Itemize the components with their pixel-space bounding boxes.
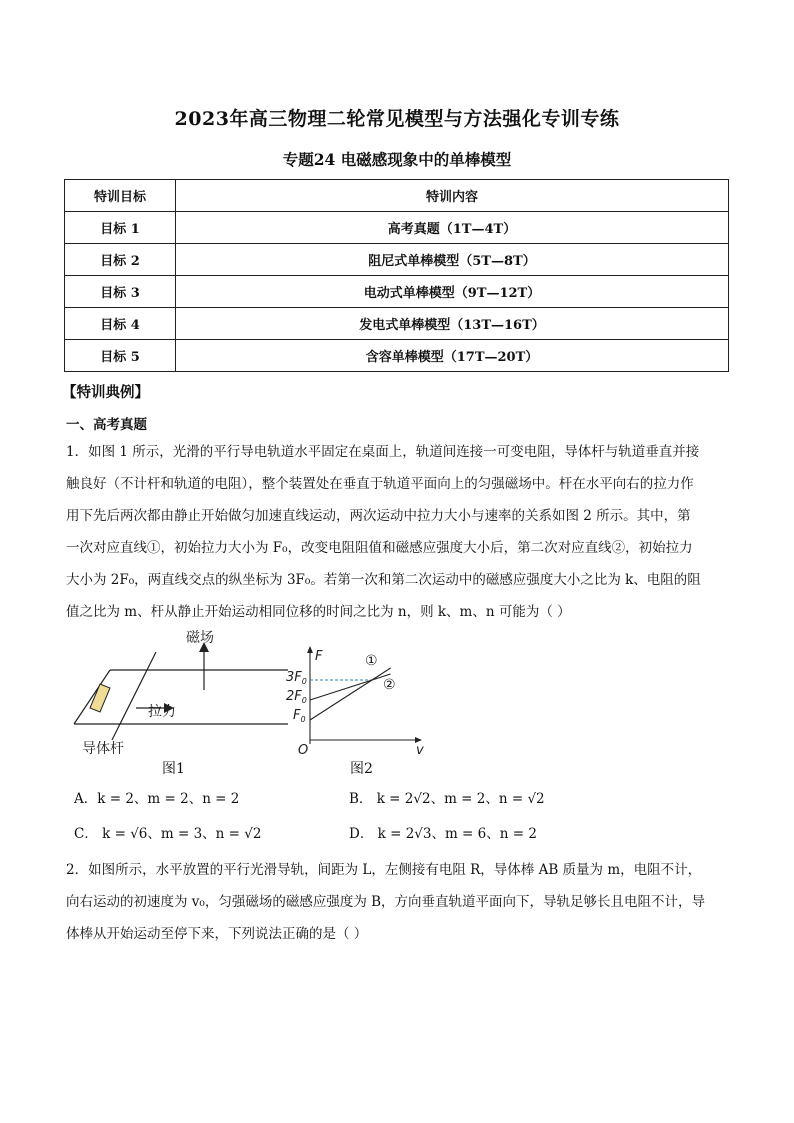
- tick-label-f0: $F_0$: [293, 708, 306, 724]
- option-d[interactable]: D． k = 2√3、m = 6、n = 2: [349, 826, 537, 842]
- series-2-label: ②: [383, 677, 396, 693]
- question-2-line: 2．如图所示，水平放置的平行光滑导轨，间距为 L，左侧接有电阻 R，导体棒 AB 质量为 m，电阻不计，: [66, 862, 702, 878]
- figure-1-caption: 图1: [162, 761, 185, 777]
- rod-label: 导体杆: [82, 741, 124, 757]
- tick-label-3f0: $3F_0$: [286, 670, 307, 686]
- example-heading: 【特训典例】: [62, 384, 149, 401]
- question-1-line: 用下先后两次都由静止开始做匀加速直线运动，两次运动中拉力大小与速率的关系如图 2 所示。其中，第: [66, 508, 691, 524]
- document-title: 2023年高三物理二轮常见模型与方法强化专训专练: [174, 108, 620, 130]
- figure-1-diagram: [66, 628, 296, 778]
- table-row: [65, 276, 729, 308]
- question-1-line: 1．如图 1 所示，光滑的平行导电轨道水平固定在桌面上，轨道间连接一可变电阻，导体杆与轨道垂直并接: [66, 444, 700, 460]
- field-label: 磁场: [186, 630, 214, 646]
- table-cell: 高考真题（1T—4T）: [176, 212, 729, 244]
- question-2-text: [66, 854, 728, 950]
- table-header-cell: 特训内容: [176, 180, 729, 212]
- goals-table: [64, 179, 729, 372]
- conductor-rod: [112, 652, 156, 740]
- series-line-1: [310, 668, 391, 720]
- table-cell: 含容单棒模型（17T—20T）: [176, 340, 729, 372]
- table-cell: 目标 5: [65, 340, 176, 372]
- question-2-line: 体棒从开始运动至停下来，下列说法正确的是（ ）: [66, 926, 368, 942]
- table-cell: 目标 2: [65, 244, 176, 276]
- table-cell: 阻尼式单棒模型（5T—8T）: [176, 244, 729, 276]
- table-row: [65, 308, 729, 340]
- force-label: 拉力: [148, 704, 176, 720]
- table-cell: 电动式单棒模型（9T—12T）: [176, 276, 729, 308]
- table-row: [65, 244, 729, 276]
- figure-2-chart: [282, 644, 432, 756]
- question-2-line: 向右运动的初速度为 v₀，匀强磁场的磁感应强度为 B，方向垂直轨道平面向下，导轨足够长且电阻不计，导: [66, 894, 706, 910]
- tick-label-2f0: $2F_0$: [286, 689, 307, 705]
- series-line-2: [310, 674, 391, 700]
- part1-heading: 一、高考真题: [66, 417, 147, 433]
- table-row: [65, 212, 729, 244]
- variable-resistor-icon: [90, 684, 110, 712]
- table-header-cell: 特训目标: [65, 180, 176, 212]
- y-axis-label: F: [315, 649, 323, 664]
- origin-label: O: [298, 743, 309, 756]
- table-cell: 发电式单棒模型（13T—16T）: [176, 308, 729, 340]
- table-cell: 目标 1: [65, 212, 176, 244]
- x-axis-label: v: [416, 743, 424, 756]
- option-a[interactable]: A．k = 2、m = 2、n = 2: [74, 791, 240, 807]
- figure-2-caption: 图2: [350, 761, 373, 777]
- option-c[interactable]: C． k = √6、m = 3、n = √2: [74, 826, 262, 842]
- table-row: [65, 340, 729, 372]
- question-1-line: 值之比为 m、杆从静止开始运动相同位移的时间之比为 n，则 k、m、n 可能为（ ）: [66, 604, 571, 620]
- question-1-line: 大小为 2F₀，两直线交点的纵坐标为 3F₀。若第一次和第二次运动中的磁感应强度大小之比为 k、电阻的阻: [66, 572, 701, 588]
- table-cell: 目标 4: [65, 308, 176, 340]
- option-b[interactable]: B． k = 2√2、m = 2、n = √2: [349, 791, 545, 807]
- question-1-text: [66, 436, 728, 628]
- question-1-line: 一次对应直线①，初始拉力大小为 F₀，改变电阻阻值和磁感应强度大小后，第二次对应直线②，初始拉力: [66, 540, 693, 556]
- series-1-label: ①: [365, 653, 378, 669]
- document-subtitle: 专题24 电磁感现象中的单棒模型: [282, 150, 512, 169]
- y-axis-arrow-icon: [307, 646, 313, 653]
- table-header-row: [65, 180, 729, 212]
- table-cell: 目标 3: [65, 276, 176, 308]
- question-1-line: 触良好（不计杆和轨道的电阻），整个装置处在垂直于轨道平面向上的匀强磁场中。杆在水平向右的拉力作: [66, 476, 694, 492]
